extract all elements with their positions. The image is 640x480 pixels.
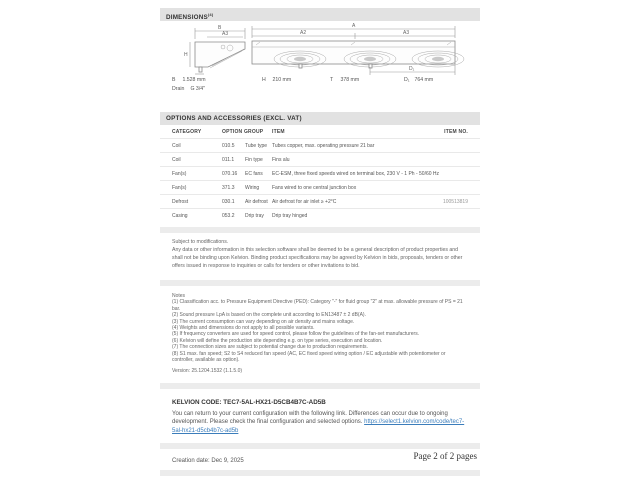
row-category: Fan(s) — [172, 184, 187, 191]
row-code: 010.5 — [222, 142, 235, 149]
dimensions-title: DIMENSIONS — [166, 14, 208, 22]
row-item: Air defrost for air inlet ≥ +2°C — [272, 198, 337, 205]
dim-t — [330, 77, 359, 83]
version-line: Version: 25.1204.1532 (1.1.5.0) — [172, 368, 243, 375]
col-category: CATEGORY — [172, 128, 202, 135]
note-item: (4) Weights and dimensions do not apply to all possible variants. — [172, 325, 315, 332]
creation-date: Creation date: Dec 9, 2025 — [172, 458, 244, 465]
dim-label-d1: D₁ — [409, 66, 415, 72]
note-item: (3) The current consumption can vary depending on air density and mains voltage. — [172, 318, 355, 325]
drain-stub — [199, 67, 202, 72]
kelvion-code: KELVION CODE: TEC7-5AL-HX21-D5CB4B7C-AD5B — [172, 398, 326, 406]
row-category: Coil — [172, 142, 181, 149]
options-table — [160, 138, 480, 222]
section-divider — [160, 383, 480, 389]
row-item: Tubes copper, max. operating pressure 21 bar — [272, 142, 375, 149]
kelvion-body — [172, 410, 468, 436]
note-item: (1) Classification acc. to Pressure Equipment Directive (PED): Category "-" for fluid group "2" at max. allowable pressure of PS = 21 bar. — [172, 299, 463, 312]
row-group: Drip tray — [245, 212, 264, 219]
row-category: Casing — [172, 212, 188, 219]
options-title: OPTIONS AND ACCESSORIES (EXCL. VAT) — [166, 115, 302, 122]
kelvion-code-section — [160, 399, 480, 436]
section-divider — [160, 443, 480, 449]
section-divider — [160, 470, 480, 476]
dim-b-label: B — [172, 77, 176, 83]
dim-h-label: H — [262, 77, 266, 83]
row-item-no: 100513819 — [442, 199, 468, 205]
dimensions-section-header — [160, 8, 480, 21]
kelvion-body-text: You can return to your current configuration with the following link. Differences can occur due to ongoing development. Please check the final configuration and selected options. — [172, 410, 448, 426]
row-code: 053.2 — [222, 212, 235, 219]
row-item: EC-ESM, three fixed speeds wired on terminal box, 230 V - 1 Ph - 50/60 Hz — [272, 170, 440, 177]
dim-b-value: 1.528 mm — [182, 77, 206, 83]
table-row — [160, 208, 480, 222]
document-content — [160, 8, 480, 476]
dim-drain — [172, 86, 205, 92]
notes — [160, 293, 480, 375]
dim-t-label: T — [330, 77, 334, 83]
dim-label-a3-right: A3 — [403, 30, 410, 36]
disclaimer-line1: Subject to modifications. — [172, 239, 229, 245]
row-group: Air defrost — [245, 198, 268, 205]
dim-d1-value: 764 mm — [414, 77, 434, 83]
unit-drawing-svg — [160, 21, 480, 77]
row-category: Coil — [172, 156, 181, 163]
dim-h — [262, 77, 291, 83]
note-item: (6) Kelvion will define the production site depending e.g. on type series, execution and location. — [172, 337, 383, 344]
note-item: (8) S1 max. fan speed; S2 to S4 reduced fan speed (AC, EC fixed speed wiring option / EC adjustable with potentiometer or controller, available as option). — [172, 350, 446, 364]
row-item: Drip tray hinged — [272, 212, 308, 219]
row-code: 030.1 — [222, 198, 235, 205]
dim-label-h: H — [184, 52, 188, 58]
note-item: (5) If frequency converters are used for speed control, please follow the guidelines of the fan-set manufacturers. — [172, 331, 420, 338]
dimension-values — [160, 77, 480, 94]
dim-t-value: 378 mm — [340, 77, 360, 83]
options-section-header — [160, 112, 480, 125]
side-view — [184, 25, 245, 74]
row-category: Fan(s) — [172, 170, 187, 177]
notes-title: Notes — [172, 293, 186, 299]
dim-d1-label: D₁ — [404, 77, 410, 83]
dim-drain-label: Drain — [172, 86, 185, 92]
row-group: EC fans — [245, 170, 263, 177]
configuration-link[interactable]: https://select1.kelvion.com/code/tec7-5al-hx21-d5cb4b7c-ad5b — [172, 419, 465, 434]
note-item: (7) The connection sizes are subject to potential change due to production requirements. — [172, 344, 368, 351]
row-category: Defrost — [172, 198, 189, 205]
dim-h-value: 210 mm — [272, 77, 292, 83]
front-view — [252, 23, 464, 75]
dimensions-footnote-ref: (4) — [207, 12, 214, 17]
dim-d1 — [404, 77, 433, 83]
table-row — [160, 138, 480, 152]
row-code: 371.3 — [222, 184, 235, 191]
table-row — [160, 194, 480, 208]
row-group: Fin type — [245, 156, 263, 163]
row-item: Fans wired to one central junction box — [272, 184, 357, 191]
row-code: 070.16 — [222, 170, 238, 177]
dim-b — [172, 77, 206, 83]
col-item-no: ITEM NO. — [444, 128, 468, 135]
col-item: ITEM — [272, 128, 285, 135]
section-divider — [160, 227, 480, 233]
note-item: (2) Sound pressure LpA is based on the complete unit according to EN13487 ± 2 dB(A). — [172, 312, 366, 319]
dim-label-a3-left: A3 — [222, 31, 229, 37]
dim-label-b: B — [218, 25, 222, 31]
row-group: Wiring — [245, 184, 260, 191]
col-option-group: OPTION GROUP — [222, 128, 264, 135]
disclaimer — [160, 238, 480, 270]
dim-label-a2: A2 — [300, 30, 307, 36]
row-group: Tube type — [245, 142, 268, 149]
table-row — [160, 166, 480, 180]
dim-drain-value: G 3/4" — [190, 86, 205, 92]
table-row — [160, 152, 480, 166]
page-number: Page 2 of 2 pages — [413, 451, 477, 461]
disclaimer-body: Any data or other information in this selection software shall be deemed to be a general description of product properties and shall not be binding upon Kelvion. Binding product specifications may be agreed by Kelvion in bids, proposals, tenders or other offers issued in response to inquiries or calls for tenders or other invitations to bid. — [172, 247, 463, 269]
dim-label-a: A — [352, 23, 356, 29]
row-code: 011.1 — [222, 156, 235, 163]
row-item: Fins alu — [272, 156, 290, 163]
technical-drawing — [160, 21, 480, 77]
section-divider — [160, 280, 480, 286]
table-row — [160, 180, 480, 194]
options-table-header — [160, 125, 480, 138]
